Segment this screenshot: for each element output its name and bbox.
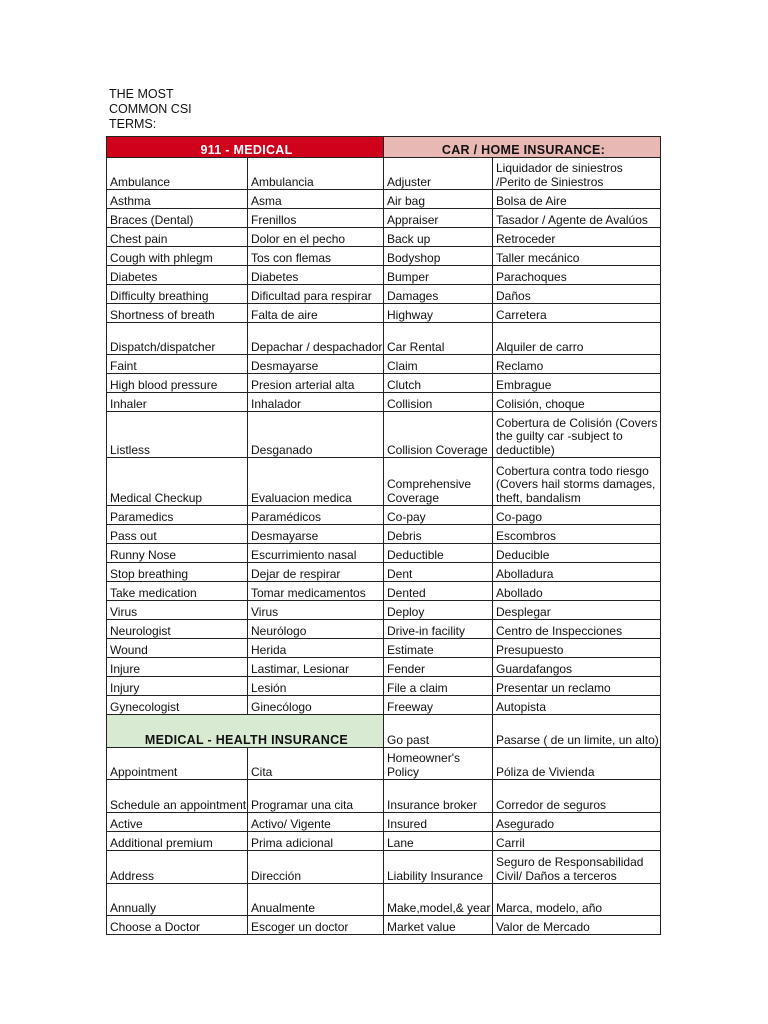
medical-term-en: Dispatch/dispatcher — [107, 323, 248, 355]
medical-term-es: Virus — [248, 601, 384, 620]
medical-term-en: Choose a Doctor — [107, 916, 248, 935]
insurance-term-es: Reclamo — [493, 355, 661, 374]
insurance-term-es: Alquiler de carro — [493, 323, 661, 355]
medical-term-en: Additional premium — [107, 832, 248, 851]
medical-term-es: Prima adicional — [248, 832, 384, 851]
table-row — [107, 658, 661, 677]
medical-term-es: Ambulancia — [248, 158, 384, 190]
medical-term-en: Neurologist — [107, 620, 248, 639]
insurance-term-en: Deploy — [384, 601, 493, 620]
table-row — [107, 525, 661, 544]
medical-term-es: Programar una cita — [248, 780, 384, 813]
insurance-term-en: Adjuster — [384, 158, 493, 190]
medical-term-es: Evaluacion medica — [248, 458, 384, 506]
medical-term-es: Tos con flemas — [248, 247, 384, 266]
medical-term-en: Cough with phlegm — [107, 247, 248, 266]
table-row — [107, 780, 661, 813]
section-header-medical-health-insurance: MEDICAL - HEALTH INSURANCE — [107, 715, 384, 748]
medical-term-es: Activo/ Vigente — [248, 813, 384, 832]
health-header-row — [107, 715, 661, 748]
insurance-term-en: Drive-in facility — [384, 620, 493, 639]
insurance-term-en: Comprehensive Coverage — [384, 458, 493, 506]
medical-term-es: Desmayarse — [248, 525, 384, 544]
medical-term-es: Lastimar, Lesionar — [248, 658, 384, 677]
medical-term-es: Tomar medicamentos — [248, 582, 384, 601]
insurance-term-en: Bodyshop — [384, 247, 493, 266]
table-row — [107, 393, 661, 412]
insurance-term-es: Desplegar — [493, 601, 661, 620]
medical-term-en: Shortness of breath — [107, 304, 248, 323]
table-row — [107, 374, 661, 393]
insurance-term-es: Embrague — [493, 374, 661, 393]
medical-term-es: Anualmente — [248, 884, 384, 916]
medical-term-es: Cita — [248, 748, 384, 780]
table-row — [107, 355, 661, 374]
medical-term-es: Falta de aire — [248, 304, 384, 323]
medical-term-es: Neurólogo — [248, 620, 384, 639]
insurance-term-es: Bolsa de Aire — [493, 190, 661, 209]
insurance-term-es: Tasador / Agente de Avalúos — [493, 209, 661, 228]
table-row — [107, 247, 661, 266]
insurance-term-en: Debris — [384, 525, 493, 544]
table-row — [107, 323, 661, 355]
insurance-term-es: Centro de Inspecciones — [493, 620, 661, 639]
section-header-911-medical: 911 - MEDICAL — [107, 137, 384, 158]
table-row — [107, 639, 661, 658]
insurance-term-es: Presentar un reclamo — [493, 677, 661, 696]
header-row — [107, 137, 661, 158]
medical-term-en: High blood pressure — [107, 374, 248, 393]
medical-term-en: Medical Checkup — [107, 458, 248, 506]
insurance-term-en: Claim — [384, 355, 493, 374]
insurance-term-en: Insured — [384, 813, 493, 832]
insurance-term-es: Abolladura — [493, 563, 661, 582]
medical-term-en: Take medication — [107, 582, 248, 601]
table-row — [107, 285, 661, 304]
document-title: THE MOST COMMON CSI TERMS: — [109, 87, 192, 131]
section-header-car-home-insurance: CAR / HOME INSURANCE: — [384, 137, 661, 158]
table-row — [107, 601, 661, 620]
insurance-term-en: Homeowner's Policy — [384, 748, 493, 780]
medical-term-en: Virus — [107, 601, 248, 620]
insurance-term-es: Cobertura contra todo riesgo (Covers hail storms damages, theft, bandalism — [493, 458, 661, 506]
insurance-term-es: Retroceder — [493, 228, 661, 247]
medical-term-es: Desmayarse — [248, 355, 384, 374]
table-row — [107, 851, 661, 884]
table-row — [107, 458, 661, 506]
medical-term-en: Diabetes — [107, 266, 248, 285]
table-row — [107, 228, 661, 247]
insurance-term-es: Carretera — [493, 304, 661, 323]
insurance-term-en: Market value — [384, 916, 493, 935]
table-row — [107, 884, 661, 916]
medical-term-es: Escurrimiento nasal — [248, 544, 384, 563]
insurance-term-es: Colisión, choque — [493, 393, 661, 412]
insurance-term-es: Abollado — [493, 582, 661, 601]
medical-term-en: Paramedics — [107, 506, 248, 525]
insurance-term-en: Co-pay — [384, 506, 493, 525]
medical-term-es: Dejar de respirar — [248, 563, 384, 582]
insurance-term-es: Guardafangos — [493, 658, 661, 677]
insurance-term-es: Carril — [493, 832, 661, 851]
insurance-term-en: Dent — [384, 563, 493, 582]
table-row — [107, 412, 661, 458]
insurance-term-es: Autopista — [493, 696, 661, 715]
insurance-term-en: Fender — [384, 658, 493, 677]
medical-term-es: Ginecólogo — [248, 696, 384, 715]
insurance-term-en: Lane — [384, 832, 493, 851]
table-row — [107, 506, 661, 525]
medical-term-en: Appointment — [107, 748, 248, 780]
insurance-term-en: File a claim — [384, 677, 493, 696]
terms-table — [106, 136, 661, 935]
medical-term-en: Listless — [107, 412, 248, 458]
medical-term-es: Diabetes — [248, 266, 384, 285]
medical-term-es: Herida — [248, 639, 384, 658]
insurance-term-es: Presupuesto — [493, 639, 661, 658]
insurance-term-en: Make,model,& year — [384, 884, 493, 916]
insurance-term-es: Escombros — [493, 525, 661, 544]
insurance-term-es: Liquidador de siniestros /Perito de Siniestros — [493, 158, 661, 190]
insurance-term-es: Co-pago — [493, 506, 661, 525]
table-row — [107, 813, 661, 832]
insurance-term-en: Highway — [384, 304, 493, 323]
medical-term-en: Difficulty breathing — [107, 285, 248, 304]
medical-term-en: Injury — [107, 677, 248, 696]
insurance-term-es: Póliza de Vivienda — [493, 748, 661, 780]
table-row — [107, 266, 661, 285]
medical-term-es: Inhalador — [248, 393, 384, 412]
medical-term-en: Faint — [107, 355, 248, 374]
insurance-term-en: Deductible — [384, 544, 493, 563]
insurance-term-es: Pasarse ( de un limite, un alto) — [493, 715, 661, 748]
medical-term-es: Dificultad para respirar — [248, 285, 384, 304]
medical-term-en: Wound — [107, 639, 248, 658]
insurance-term-es: Parachoques — [493, 266, 661, 285]
medical-term-es: Escoger un doctor — [248, 916, 384, 935]
insurance-term-en: Liability Insurance — [384, 851, 493, 884]
table-row — [107, 304, 661, 323]
medical-term-es: Asma — [248, 190, 384, 209]
medical-term-en: Runny Nose — [107, 544, 248, 563]
table-row — [107, 209, 661, 228]
insurance-term-en: Freeway — [384, 696, 493, 715]
insurance-term-en: Collision Coverage — [384, 412, 493, 458]
table-row — [107, 832, 661, 851]
insurance-term-en: Back up — [384, 228, 493, 247]
medical-term-es: Depachar / despachador — [248, 323, 384, 355]
medical-term-en: Asthma — [107, 190, 248, 209]
medical-term-en: Annually — [107, 884, 248, 916]
medical-term-en: Braces (Dental) — [107, 209, 248, 228]
insurance-term-en: Damages — [384, 285, 493, 304]
medical-term-en: Address — [107, 851, 248, 884]
medical-term-es: Presion arterial alta — [248, 374, 384, 393]
table-row — [107, 582, 661, 601]
insurance-term-es: Cobertura de Colisión (Covers the guilty car -subject to deductible) — [493, 412, 661, 458]
table-row — [107, 748, 661, 780]
medical-term-en: Injure — [107, 658, 248, 677]
medical-term-es: Frenillos — [248, 209, 384, 228]
medical-term-en: Stop breathing — [107, 563, 248, 582]
medical-term-en: Ambulance — [107, 158, 248, 190]
insurance-term-en: Estimate — [384, 639, 493, 658]
medical-term-en: Pass out — [107, 525, 248, 544]
insurance-term-en: Car Rental — [384, 323, 493, 355]
insurance-term-en: Appraiser — [384, 209, 493, 228]
medical-term-en: Chest pain — [107, 228, 248, 247]
medical-term-en: Inhaler — [107, 393, 248, 412]
insurance-term-es: Taller mecánico — [493, 247, 661, 266]
medical-term-es: Dirección — [248, 851, 384, 884]
table-row — [107, 563, 661, 582]
insurance-term-es: Valor de Mercado — [493, 916, 661, 935]
medical-term-es: Desganado — [248, 412, 384, 458]
insurance-term-en: Clutch — [384, 374, 493, 393]
insurance-term-en: Bumper — [384, 266, 493, 285]
table-row — [107, 544, 661, 563]
medical-term-es: Dolor en el pecho — [248, 228, 384, 247]
insurance-term-es: Daños — [493, 285, 661, 304]
medical-term-en: Active — [107, 813, 248, 832]
insurance-term-en: Insurance broker — [384, 780, 493, 813]
insurance-term-es: Deducible — [493, 544, 661, 563]
medical-term-en: Gynecologist — [107, 696, 248, 715]
table-row — [107, 620, 661, 639]
table-row — [107, 916, 661, 935]
medical-term-es: Paramédicos — [248, 506, 384, 525]
medical-term-es: Lesión — [248, 677, 384, 696]
insurance-term-es: Corredor de seguros — [493, 780, 661, 813]
insurance-term-es: Asegurado — [493, 813, 661, 832]
insurance-term-es: Seguro de Responsabilidad Civil/ Daños a terceros — [493, 851, 661, 884]
insurance-term-es: Marca, modelo, año — [493, 884, 661, 916]
insurance-term-en: Dented — [384, 582, 493, 601]
table-row — [107, 696, 661, 715]
medical-term-en: Schedule an appointment — [107, 780, 248, 813]
insurance-term-en: Air bag — [384, 190, 493, 209]
table-row — [107, 677, 661, 696]
insurance-term-en: Go past — [384, 715, 493, 748]
table-row — [107, 158, 661, 190]
table-row — [107, 190, 661, 209]
insurance-term-en: Collision — [384, 393, 493, 412]
